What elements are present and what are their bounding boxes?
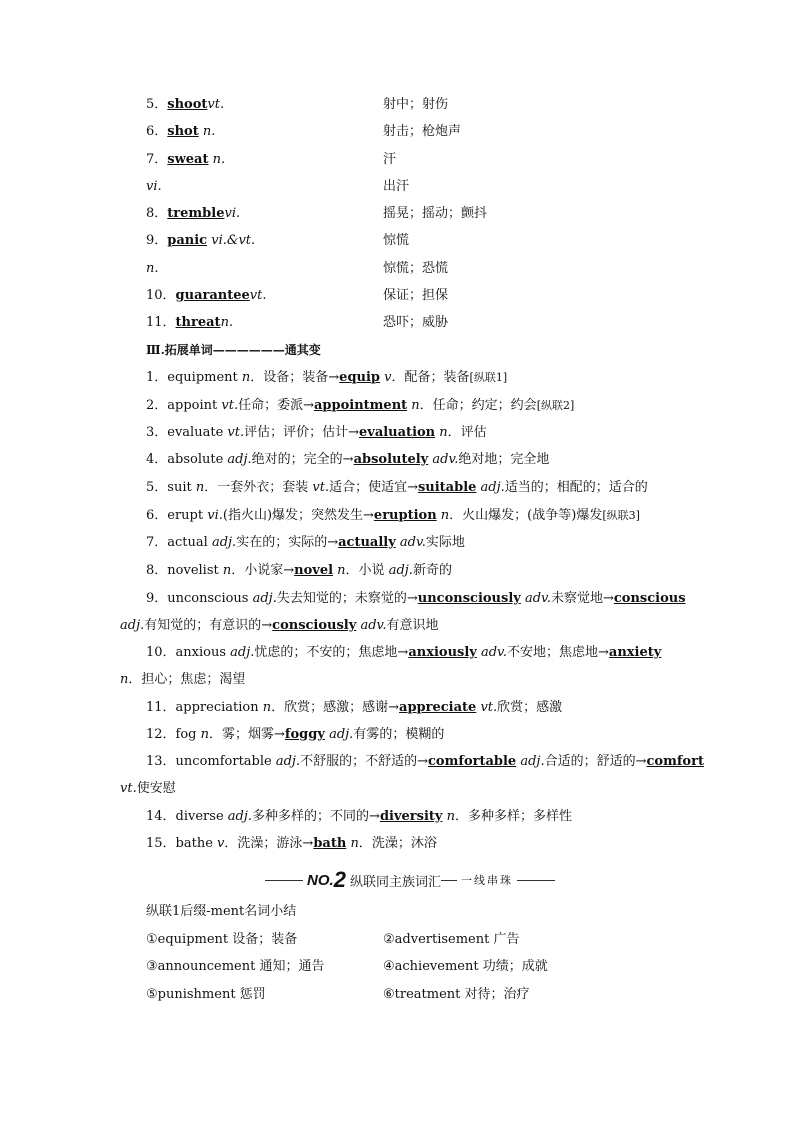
ext-meaning: 实在的；实际的→ [236,535,339,550]
ext-meaning: ．欣赏；感激；感谢→ [271,700,400,715]
answer-meaning: ．任命；约定；约会 [419,398,537,413]
part-of-speech: v [217,836,225,851]
ext-word: 5．suit [146,480,196,495]
ext-item [146,726,444,744]
ext-item [146,835,437,853]
answer-word: suitable [417,480,477,495]
vocab-word: tremble [167,206,225,221]
part-of-speech: adv. [360,618,387,633]
ext-item-continued [120,780,176,798]
part-of-speech: adv. [432,452,459,467]
link-tag: [纵联2] [536,399,575,412]
ext-item [146,507,640,525]
ext-item [146,590,686,608]
ext-item [146,451,549,469]
vocab-meaning: 汗 [383,152,397,167]
answer-word: actually [338,535,396,550]
ext-word: 10．anxious [146,645,231,660]
ext-item-continued [120,617,438,635]
part-of-speech: n [200,727,210,742]
vocab-row [146,205,488,223]
ext-word: 15．bathe [146,836,218,851]
vocab-row [146,232,410,250]
ext-word: 1．equipment [146,370,242,385]
link-tag: [纵联3] [602,509,640,522]
answer-meaning: 绝对地；完全地 [458,452,550,467]
ext-item [146,699,562,717]
part-of-speech: vt. [480,700,498,715]
answer-meaning: 有意识地 [386,618,439,633]
ext-item-continued [120,671,245,689]
part-of-speech: adj. [275,754,301,769]
group-item: ③announcement 通知；通告 [146,959,325,974]
ext-meaning: ．设备；装备→ [250,370,340,385]
part-of-speech: n [120,672,129,687]
answer-meaning: 使安慰 [136,781,176,796]
group-item: ①equipment 设备；装备 [146,932,298,947]
answer-meaning: ．小说 [345,563,389,578]
answer-meaning: 实际地 [425,535,465,550]
vocab-word: threat [175,315,221,330]
vocab-meaning: 保证；担保 [383,288,449,303]
ext-meaning: 绝对的；完全的→ [251,452,354,467]
vocab-row [146,287,449,305]
ext-meaning: ．洗澡；游泳→ [224,836,314,851]
part-of-speech: adj. [252,591,277,606]
ext-meaning: ．雾；烟雾→ [209,727,285,742]
part-of-speech: adj. [227,809,253,824]
ext-item [146,644,661,662]
part-of-speech: adj. [388,563,413,578]
group-item: ④achievement 功绩；成就 [383,959,548,974]
part-of-speech: n [440,508,450,523]
vocab-meaning: 惊慌；恐慌 [383,261,449,276]
vocab-row [146,314,449,332]
link-tag: [纵联1] [469,371,508,384]
group-item: ⑤punishment 惩罚 [146,987,266,1002]
vocab-meaning: 惊慌 [383,233,410,248]
vocab-row [146,260,449,278]
vocab-meaning: 射击；枪炮声 [383,124,462,139]
ext-meaning: ．小说家→ [231,563,295,578]
item-number: 6． [146,124,168,139]
ext-item [146,753,704,771]
part-of-speech: adv. [524,591,551,606]
part-of-speech: adj. [211,535,237,550]
vocab-row [146,123,462,141]
part-of-speech: vi. [207,508,223,523]
header-rule-left [265,880,303,881]
answer-meaning: ．洗澡；沐浴 [358,836,437,851]
item-number: 7． [146,152,168,167]
item-number: 11． [146,315,176,330]
ext-meaning: 忧虑的；不安的；焦虑地→ [254,645,409,660]
vocab-word: guarantee [175,288,250,303]
vocab-word: shoot [167,97,208,112]
part-of-speech: n. [220,315,234,330]
part-of-speech: n [446,809,455,824]
ext-word: 3．evaluate [146,425,228,440]
ext-meaning: 多种多样的；不同的→ [252,809,380,824]
ext-item [146,808,572,826]
part-of-speech: vt. [227,425,245,440]
item-number: 9． [146,233,168,248]
ext-item [146,534,465,552]
part-of-speech: n [195,480,205,495]
answer-word: comfortable [428,754,517,769]
ext-meaning: 失去知觉的；未察觉的→ [276,591,418,606]
ext-word: 2．appoint [146,398,222,413]
ext-item [146,479,648,497]
answer-word: anxiety [608,645,662,660]
answer-word: appointment [314,398,408,413]
group-item: ②advertisement 广告 [383,932,520,947]
answer-meaning: 未察觉地→ [550,591,614,606]
ext-meaning: (指火山)爆发；突然发生→ [222,508,374,523]
answer-word: eruption [373,508,437,523]
answer-word: consciously [272,618,357,633]
vocab-word: sweat [167,152,209,167]
answer-meaning: 合适的；舒适的→ [544,754,647,769]
part-of-speech: vt. [221,398,239,413]
header-subtitle: 一线串珠 [460,874,513,887]
part-of-speech: v [384,370,392,385]
part-of-speech: vi. [146,179,162,194]
answer-meaning: ．评估 [447,425,487,440]
part-of-speech: vi.&vt. [211,233,256,248]
ext-item [146,397,574,415]
answer-meaning: 适当的；相配的；适合的 [504,480,648,495]
part-of-speech: vt. [207,97,225,112]
answer-word: diversity [379,809,443,824]
section-header-no2 [250,868,570,892]
ext-item [146,369,507,387]
part-of-speech: vt. [312,480,330,495]
section-title: Ⅲ.拓展单词——————通其变 [146,343,321,357]
header-title: 纵联同主族词汇 [349,874,441,890]
ext-word: 12．fog [146,727,201,742]
group-item: ⑥treatment 对待；治疗 [383,987,530,1002]
answer-word: novel [294,563,334,578]
vocab-row [146,151,397,169]
ext-meaning: 适合；使适宜→ [329,480,418,495]
answer-meaning: 有雾的；模糊的 [353,727,445,742]
part-of-speech: n. [212,152,226,167]
part-of-speech: adj. [120,618,145,633]
answer-meaning: 不安地；焦虑地→ [506,645,609,660]
answer-meaning: ．配备；装备 [391,370,470,385]
part-of-speech: vt. [120,781,137,796]
vocab-row [146,178,410,196]
part-of-speech: adj. [329,727,354,742]
part-of-speech: n. [146,261,159,276]
part-of-speech: adv. [480,645,507,660]
part-of-speech: adj. [480,480,505,495]
part-of-speech: adv. [399,535,426,550]
ext-word: 14．diverse [146,809,228,824]
vocab-meaning: 摇晃；摇动；颤抖 [383,206,488,221]
answer-word: absolutely [353,452,429,467]
answer-word: unconsciously [417,591,521,606]
ext-item [146,562,452,580]
ext-word: 13．uncomfortable [146,754,276,769]
answer-word: evaluation [359,425,436,440]
answer-meaning: 有知觉的；有意识的→ [144,618,273,633]
vocab-meaning: 恐吓；威胁 [383,315,449,330]
header-no-label: NO. [307,871,334,889]
part-of-speech: adj. [520,754,545,769]
ext-word: 4．absolute [146,452,228,467]
ext-word: 8．novelist [146,563,223,578]
part-of-speech: n [439,425,448,440]
ext-word: 11．appreciation [146,700,263,715]
answer-meaning: ．担心；焦虑；渴望 [128,672,246,687]
vocab-word: panic [167,233,208,248]
header-number: 2 [333,867,346,892]
vocab-row [146,96,449,114]
part-of-speech: n [241,370,251,385]
part-of-speech: n [411,398,420,413]
ext-word: 9．unconscious [146,591,253,606]
ext-meaning: 不舒服的；不舒适的→ [300,754,429,769]
vocab-meaning: 射中；射伤 [383,97,449,112]
answer-word: anxiously [408,645,477,660]
ext-meaning: 任命；委派→ [238,398,314,413]
part-of-speech: n. [202,124,216,139]
answer-meaning: ．多种多样；多样性 [454,809,572,824]
answer-word: conscious [613,591,686,606]
answer-word: foggy [284,727,325,742]
part-of-speech: adj. [227,452,252,467]
part-of-speech: adj. [230,645,255,660]
ext-word: 7．actual [146,535,212,550]
answer-meaning: 欣赏；感激 [497,700,563,715]
ext-meaning: 评估；评价；估计→ [244,425,359,440]
part-of-speech: n [350,836,359,851]
answer-meaning: ．火山爆发；(战争等)爆发 [449,508,603,523]
header-rule-mid [441,880,457,881]
answer-word: comfort [646,754,704,769]
part-of-speech: vt. [249,288,267,303]
answer-word: bath [313,836,347,851]
part-of-speech: n [222,563,232,578]
ext-meaning: ．一套外衣；套装 [204,480,313,495]
vocab-meaning: 出汗 [383,179,410,194]
ext-item [146,424,487,442]
item-number: 10． [146,288,176,303]
answer-meaning: 新奇的 [412,563,452,578]
part-of-speech: vi. [224,206,241,221]
answer-word: appreciate [399,700,477,715]
group-title: 纵联1后缀-ment名词小结 [146,904,297,919]
part-of-speech: n [262,700,272,715]
header-rule-right [517,880,555,881]
part-of-speech: n [337,563,346,578]
vocab-word: shot [167,124,199,139]
answer-word: equip [339,370,381,385]
item-number: 5． [146,97,168,112]
ext-word: 6．erupt [146,508,208,523]
item-number: 8． [146,206,168,221]
